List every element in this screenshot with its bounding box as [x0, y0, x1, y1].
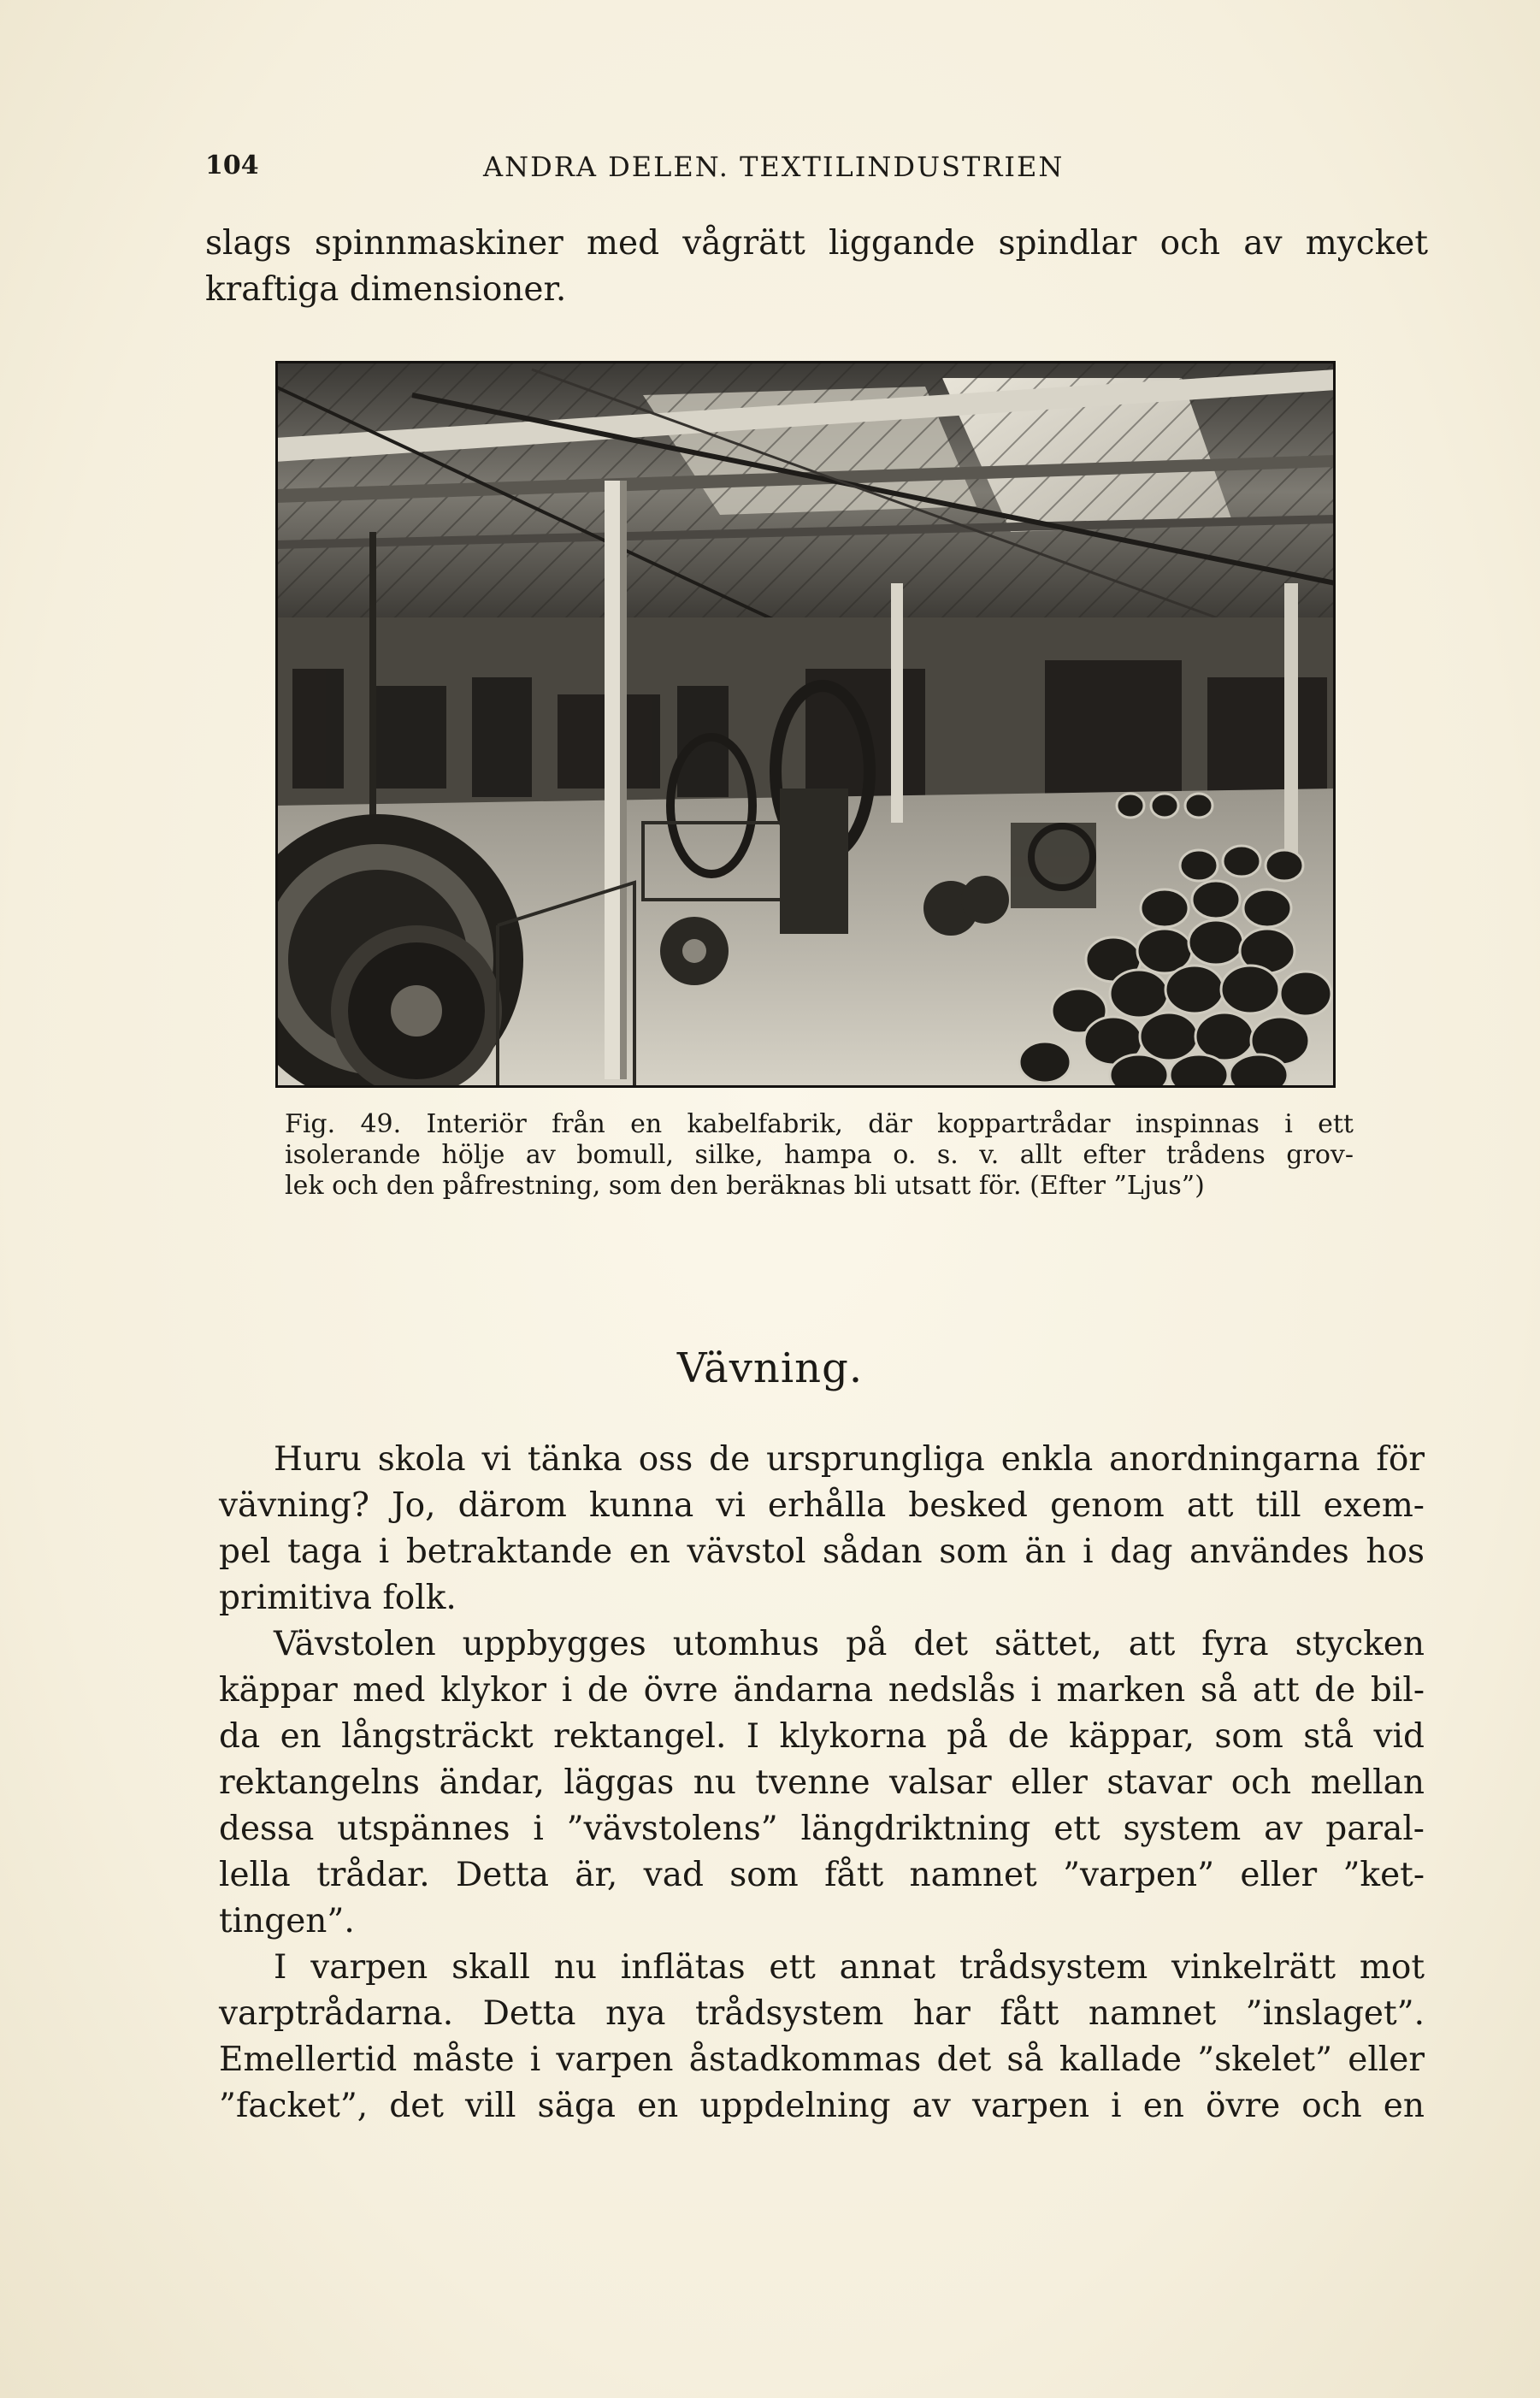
paragraph: [219, 1621, 1425, 1945]
caption-line: lek och den påfrestning, som den beräknas bli utsatt för. (Efter ”Ljus”): [285, 1171, 1205, 1201]
paragraph-line: rektangelns ändar, läggas nu tvenne valsar eller stavar och mellan: [219, 1763, 1425, 1802]
paragraph-line: ”facket”, det vill säga en uppdelning av varpen i en övre och en: [219, 2087, 1425, 2125]
paragraph: [219, 1945, 1425, 2129]
paragraph-line: varptrådarna. Detta nya trådsystem har fått namnet ”inslaget”.: [219, 1994, 1425, 2033]
paragraph-line: da en långsträckt rektangel. I klykorna på de käppar, som stå vid: [219, 1717, 1425, 1756]
paragraph-line: vävning? Jo, därom kunna vi erhålla besked genom att till exem-: [219, 1486, 1425, 1525]
section-title: Vävning.: [676, 1344, 864, 1392]
paragraph-line: tingen”.: [219, 1902, 355, 1940]
paragraph-line: lella trådar. Detta är, vad som fått namnet ”varpen” eller ”ket-: [219, 1856, 1425, 1894]
caption-line: isolerande hölje av bomull, silke, hampa o. s. v. allt efter trådens grov-: [285, 1140, 1354, 1170]
caption-line: Fig. 49. Interiör från en kabelfabrik, där koppartrådar inspinnas i ett: [285, 1109, 1354, 1139]
intro-line: slags spinnmaskiner med vågrätt liggande spindlar och av mycket: [205, 224, 1428, 263]
paragraph: [219, 1437, 1425, 1621]
intro-line: kraftiga dimensioner.: [205, 270, 567, 309]
intro-paragraph: [205, 221, 1428, 313]
paragraph-line: I varpen skall nu inflätas ett annat trådsystem vinkelrätt mot: [274, 1948, 1425, 1987]
paragraph-line: käppar med klykor i de övre ändarna nedslås i marken så att de bil-: [219, 1671, 1425, 1710]
paragraph-line: pel taga i betraktande en vävstol sådan som än i dag användes hos: [219, 1533, 1425, 1571]
body-text: [219, 1437, 1425, 2129]
paragraph-line: Vävstolen uppbygges utomhus på det sättet, att fyra stycken: [274, 1625, 1425, 1663]
running-head: ANDRA DELEN. TEXTILINDUSTRIEN: [483, 151, 1065, 183]
page-number: 104: [205, 151, 259, 180]
paragraph-line: dessa utspännes i ”vävstolens” längdriktning ett system av paral-: [219, 1810, 1425, 1848]
figure-caption: [285, 1109, 1354, 1202]
paragraph-line: primitiva folk.: [219, 1579, 457, 1617]
paragraph-line: Emellertid måste i varpen åstadkommas det så kallade ”skelet” eller: [219, 2041, 1425, 2079]
page-header: [205, 151, 1180, 193]
factory-interior-photo: [275, 361, 1336, 1088]
paragraph-line: Huru skola vi tänka oss de ursprungliga enkla anordningarna för: [274, 1440, 1425, 1479]
